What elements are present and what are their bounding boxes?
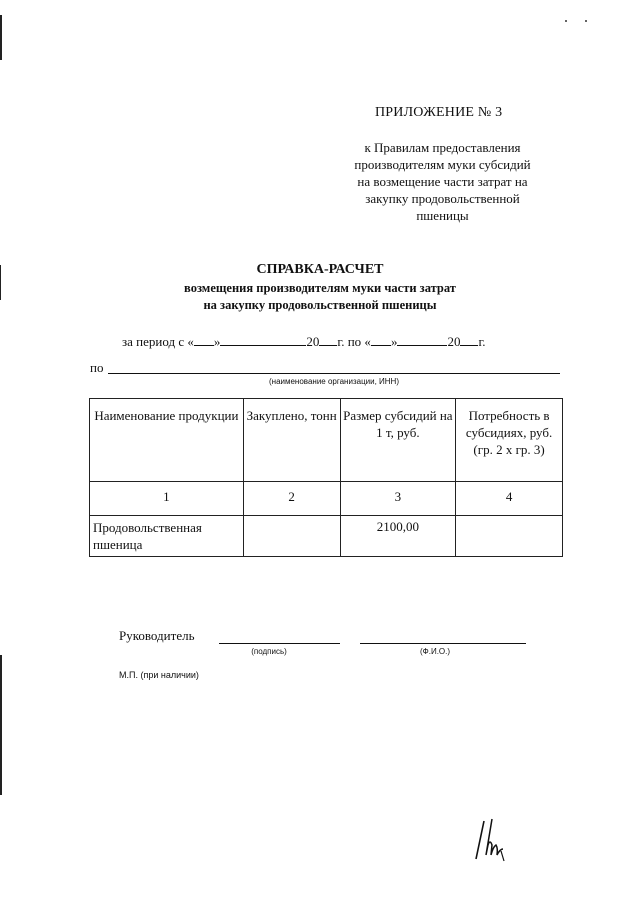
period-to-label: г. по « — [337, 334, 371, 349]
header-cell — [243, 399, 340, 482]
appendix-line: производителям муки субсидий — [354, 157, 531, 172]
appendix-line: пшеницы — [416, 208, 469, 223]
header-cell — [90, 399, 244, 482]
tons-cell[interactable] — [243, 516, 340, 557]
header-tons: Закуплено, тонн — [246, 408, 337, 423]
scan-edge-mark — [0, 15, 2, 60]
stamp-place: М.П. (при наличии) — [119, 670, 199, 680]
document-subtitle-line2: на закупку продовольственной пшеницы — [203, 298, 437, 312]
document-subtitle-line1: возмещения производителям муки части затрат — [184, 281, 456, 295]
name-caption: (Ф.И.О.) — [419, 647, 451, 656]
day-to-blank[interactable] — [371, 333, 391, 346]
column-number: 3 — [340, 482, 456, 516]
signature-label: Руководитель — [119, 628, 195, 643]
period-line — [122, 333, 486, 350]
column-number: 4 — [456, 482, 563, 516]
period-from-label: за период с « — [122, 334, 194, 349]
signature-caption: (подпись) — [251, 647, 287, 656]
table-row — [90, 516, 563, 557]
header-need: Потребность в субсидиях, руб. (гр. 2 х гр. 3) — [465, 408, 553, 457]
handwritten-initials-icon — [470, 815, 530, 865]
table-header-row — [90, 399, 563, 482]
organization-label: по — [90, 360, 104, 375]
appendix-line: закупку продовольственной — [365, 191, 520, 206]
table-number-row — [90, 482, 563, 516]
appendix-title: ПРИЛОЖЕНИЕ № 3 — [375, 105, 503, 120]
year-suffix: г. — [478, 334, 486, 349]
header-cell — [456, 399, 563, 482]
organization-caption: (наименование организации, ИНН) — [268, 377, 399, 386]
header-rate: Размер субсидий на 1 т, руб. — [343, 408, 453, 440]
name-blank[interactable] — [360, 643, 526, 644]
organization-blank[interactable] — [108, 373, 560, 374]
document-title: СПРАВКА-РАСЧЕТ — [256, 262, 384, 277]
appendix-line: к Правилам предоставления — [364, 140, 521, 155]
year-prefix: 20 — [447, 334, 461, 349]
column-number: 1 — [90, 482, 244, 516]
appendix-reference — [335, 139, 550, 224]
year-prefix: 20 — [306, 334, 320, 349]
month-from-blank[interactable] — [220, 333, 306, 346]
need-cell[interactable] — [456, 516, 563, 557]
calculation-table — [89, 398, 563, 557]
scan-edge-mark — [0, 655, 2, 795]
month-to-blank[interactable] — [397, 333, 447, 346]
product-cell: Продовольственная пшеница — [90, 516, 244, 557]
header-cell — [340, 399, 456, 482]
day-from-blank[interactable] — [194, 333, 214, 346]
signature-blank[interactable] — [219, 643, 340, 644]
appendix-line: на возмещение части затрат на — [357, 174, 528, 189]
scan-speck — [565, 20, 567, 22]
header-product: Наименование продукции — [94, 408, 239, 423]
column-number: 2 — [243, 482, 340, 516]
quote: » — [213, 334, 221, 349]
year-to-blank[interactable] — [460, 333, 478, 346]
scan-speck — [585, 20, 587, 22]
quote: » — [390, 334, 398, 349]
year-from-blank[interactable] — [319, 333, 337, 346]
rate-cell: 2100,00 — [340, 516, 456, 557]
